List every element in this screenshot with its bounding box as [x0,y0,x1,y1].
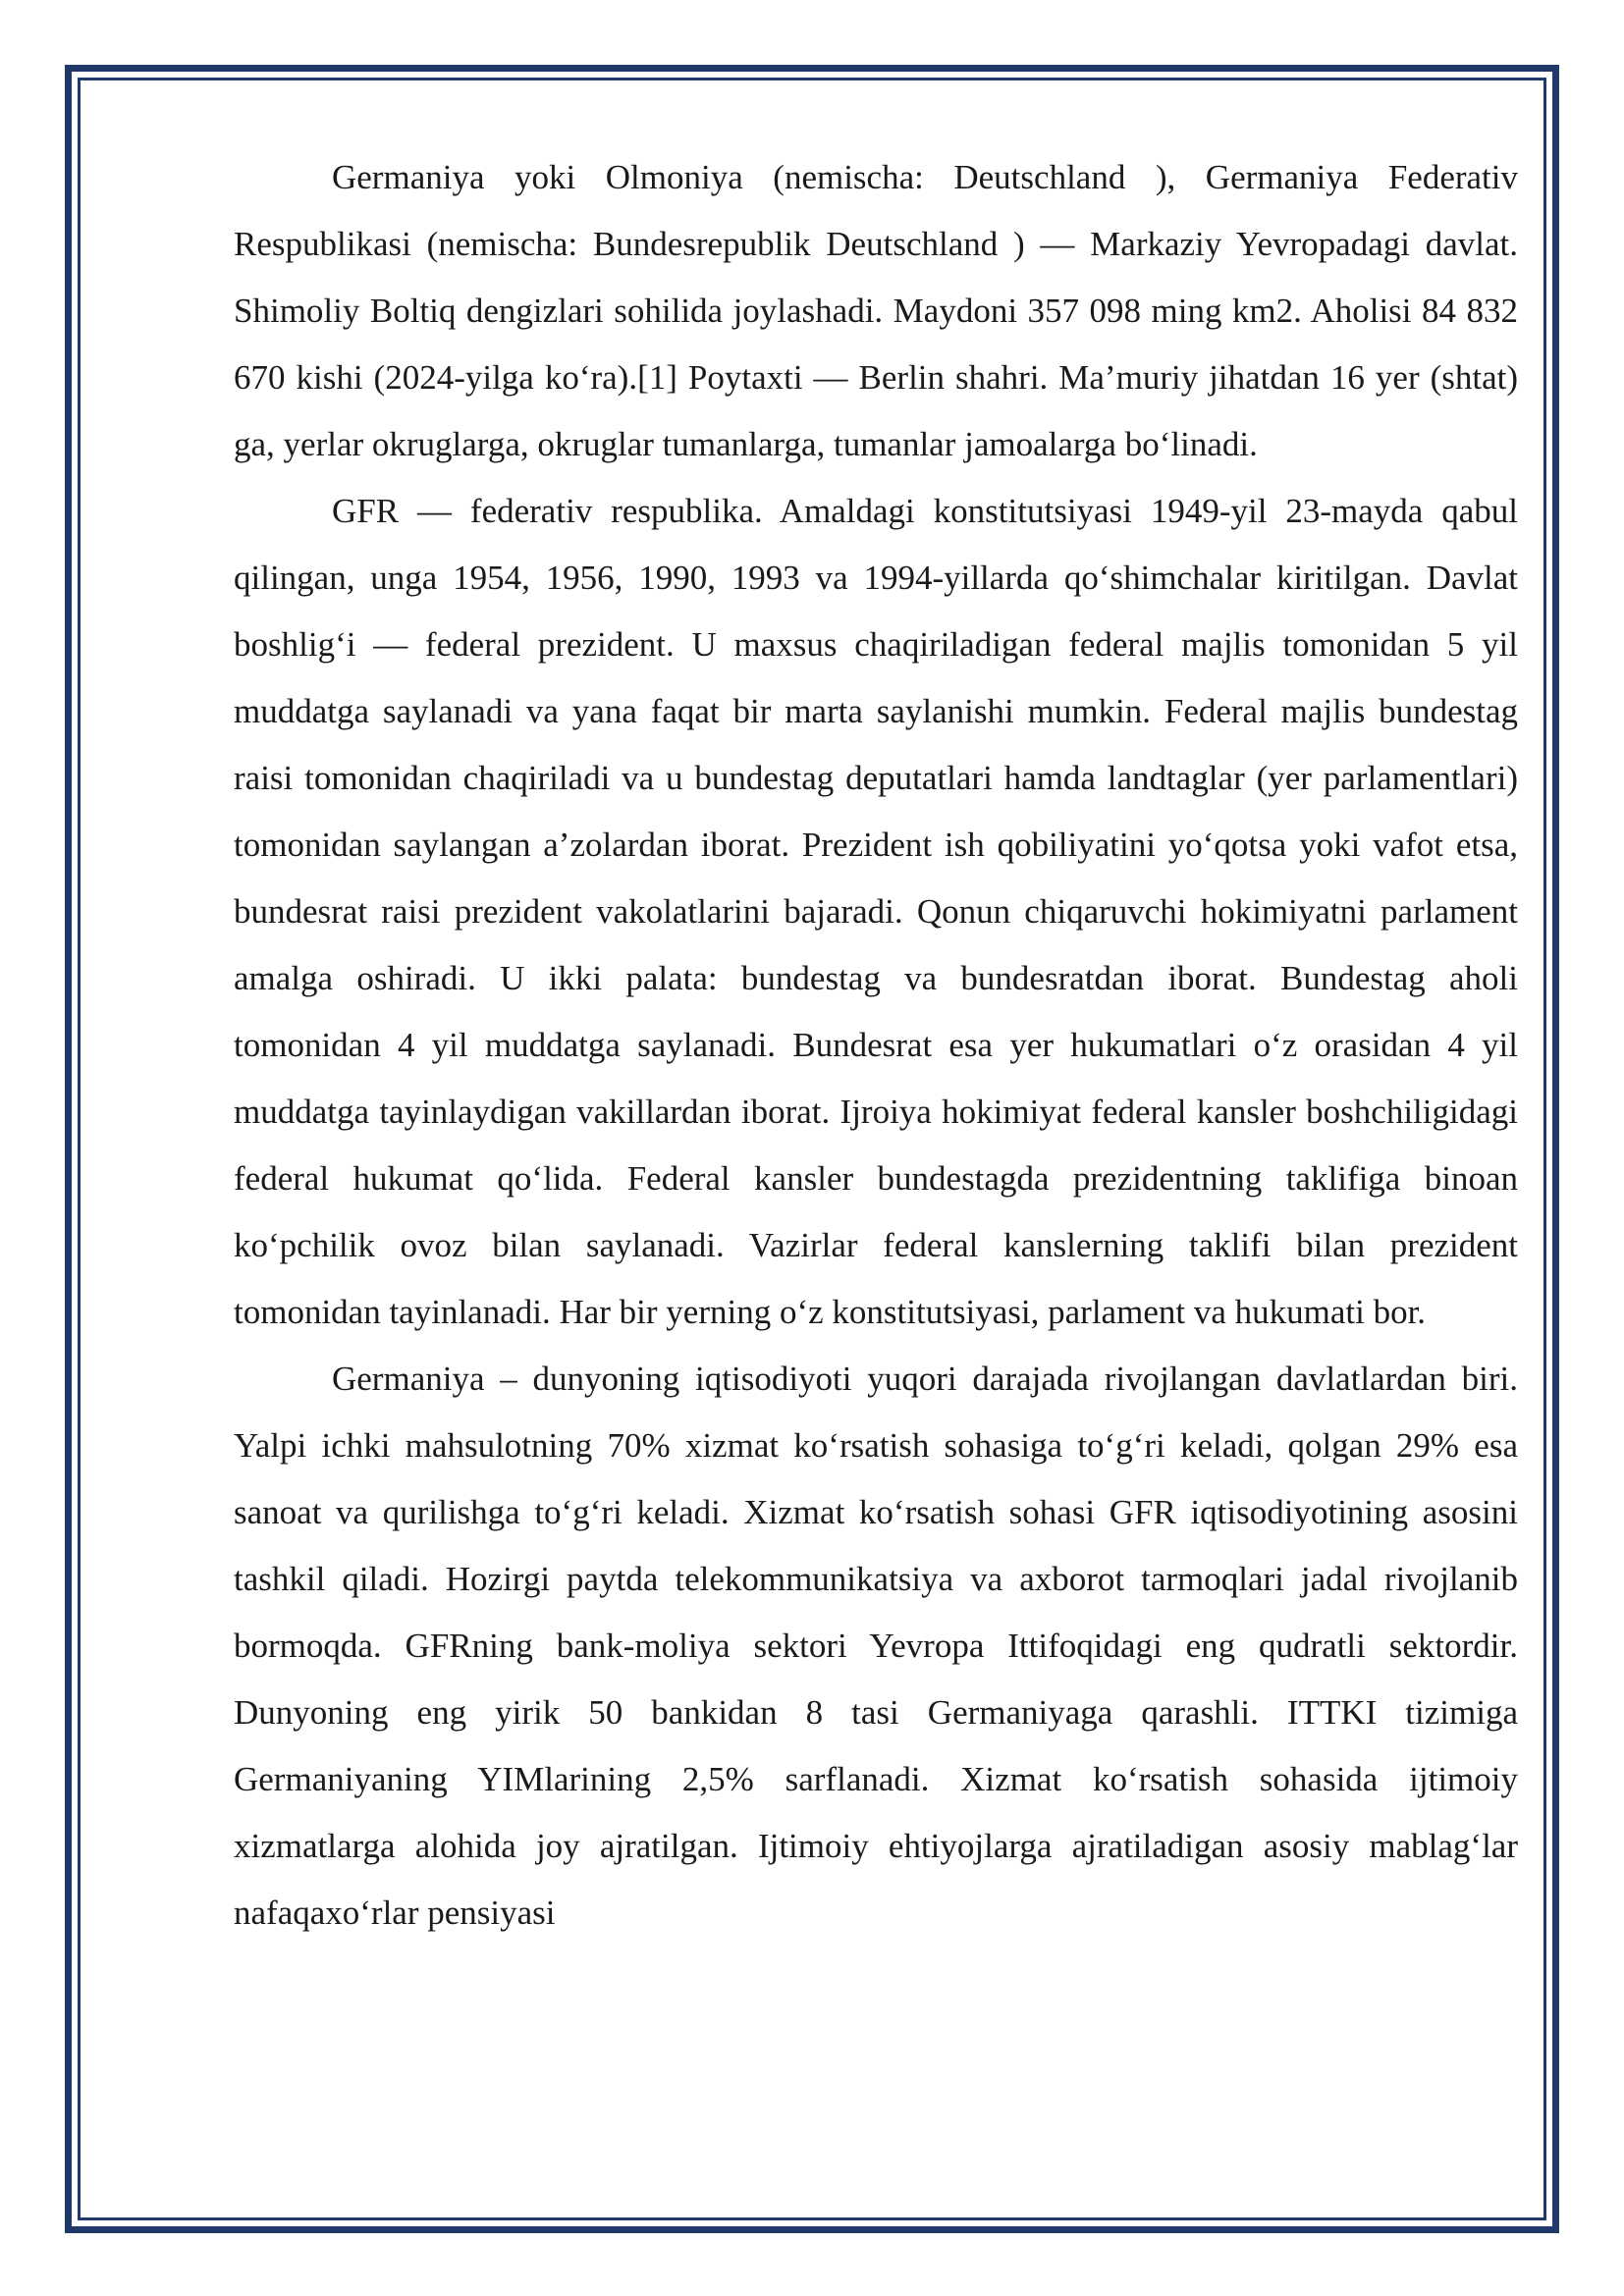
paragraph-overview: Germaniya yoki Olmoniya (nemischa: Deutschland ), Germaniya Federativ Respublikasi (nemischa: Bundesrepublik Deutschland ) — Markaziy Yevropadagi davlat. Shimoliy Boltiq dengizlari sohilida joylashadi. Maydoni 357 098 ming km2. Aholisi 84 832 670 kishi (2024-yilga ko‘ra).[1] Poytaxti — Berlin shahri. Ma’muriy jihatdan 16 yer (shtat) ga, yerlar okruglarga, okruglar tumanlarga, tumanlar jamoalarga bo‘linadi. [234,158,1518,463]
document-body [234,144,1518,1947]
paragraph-economy: Germaniya – dunyoning iqtisodiyoti yuqori darajada rivojlangan davlatlardan biri. Yalpi ichki mahsulotning 70% xizmat ko‘rsatish sohasiga to‘g‘ri keladi, qolgan 29% esa sanoat va qurilishga to‘g‘ri keladi. Xizmat ko‘rsatish sohasi GFR iqtisodiyotining asosini tashkil qiladi. Hozirgi paytda telekommunikatsiya va axborot tarmoqlari jadal rivojlanib bormoqda. GFRning bank-moliya sektori Yevropa Ittifoqidagi eng qudratli sektordir. Dunyoning eng yirik 50 bankidan 8 tasi Germaniyaga qarashli. ITTKI tizimiga Germaniyaning YIMlarining 2,5% sarflanadi. Xizmat ko‘rsatish sohasida ijtimoiy xizmatlarga alohida joy ajratilgan. Ijtimoiy ehtiyojlarga ajratiladigan asosiy mablag‘lar nafaqaxo‘rlar pensiyasi [234,1360,1518,1932]
paragraph-government: GFR — federativ respublika. Amaldagi konstitutsiyasi 1949-yil 23-mayda qabul qilingan, unga 1954, 1956, 1990, 1993 va 1994-yillarda qo‘shimchalar kiritilgan. Davlat boshlig‘i — federal prezident. U maxsus chaqiriladigan federal majlis tomonidan 5 yil muddatga saylanadi va yana faqat bir marta saylanishi mumkin. Federal majlis bundestag raisi tomonidan chaqiriladi va u bundestag deputatlari hamda landtaglar (yer parlamentlari) tomonidan saylangan a’zolardan iborat. Prezident ish qobiliyatini yo‘qotsa yoki vafot etsa, bundesrat raisi prezident vakolatlarini bajaradi. Qonun chiqaruvchi hokimiyatni parlament amalga oshiradi. U ikki palata: bundestag va bundesratdan iborat. Bundestag aholi tomonidan 4 yil muddatga saylanadi. Bundesrat esa yer hukumatlari o‘z orasidan 4 yil muddatga tayinlaydigan vakillardan iborat. Ijroiya hokimiyat federal kansler boshchiligidagi federal hukumat qo‘lida. Federal kansler bundestagda prezidentning taklifiga binoan ko‘pchilik ovoz bilan saylanadi. Vazirlar federal kanslerning taklifi bilan prezident tomonidan tayinlanadi. Har bir yerning o‘z konstitutsiyasi, parlament va hukumati bor. [234,492,1518,1331]
